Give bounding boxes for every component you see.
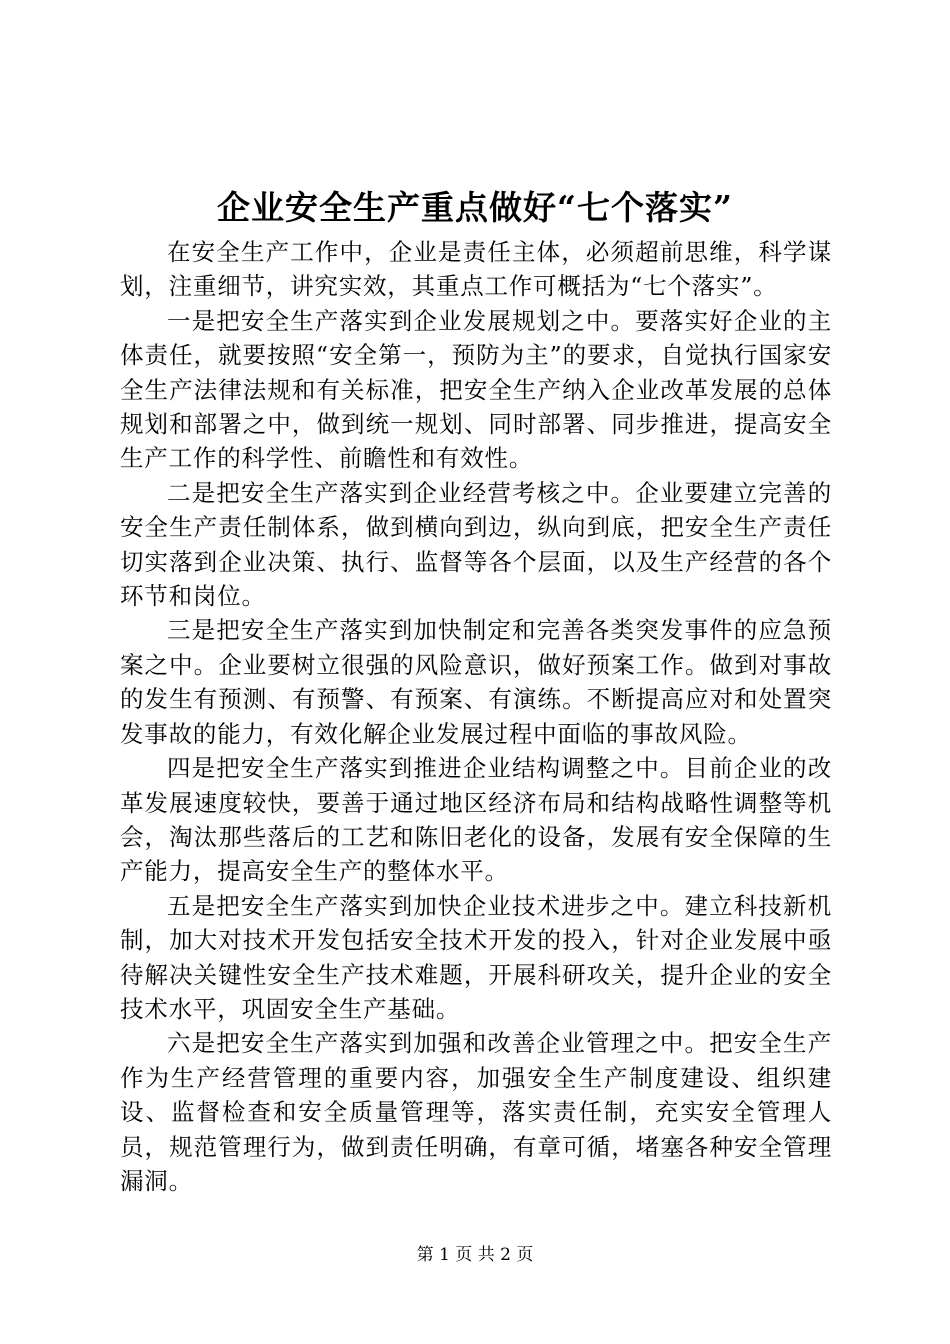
paragraph-item-5: 五是把安全生产落实到加快企业技术进步之中。建立科技新机制，加大对技术开发包括安全技术开发的投入，针对企业发展中亟待解决关键性安全生产技术难题，开展科研攻关，提升企业的安全技术水平，巩固安全生产基础。	[120, 891, 832, 1023]
paragraph-item-3: 三是把安全生产落实到加快制定和完善各类突发事件的应急预案之中。企业要树立很强的风险意识，做好预案工作。做到对事故的发生有预测、有预警、有预案、有演练。不断提高应对和处置突发事故的能力，有效化解企业发展过程中面临的事故风险。	[120, 616, 832, 748]
paragraph-item-6: 六是把安全生产落实到加强和改善企业管理之中。把安全生产作为生产经营管理的重要内容，加强安全生产制度建设、组织建设、监督检查和安全质量管理等，落实责任制，充实安全管理人员，规范管理行为，做到责任明确，有章可循，堵塞各种安全管理漏洞。	[120, 1029, 832, 1195]
paragraph-item-4: 四是把安全生产落实到推进企业结构调整之中。目前企业的改革发展速度较快，要善于通过地区经济布局和结构战略性调整等机会，淘汰那些落后的工艺和陈旧老化的设备，发展有安全保障的生产能力，提高安全生产的整体水平。	[120, 754, 832, 886]
document-body	[120, 235, 832, 1198]
paragraph-intro: 在安全生产工作中，企业是责任主体，必须超前思维，科学谋划，注重细节，讲究实效，其重点工作可概括为“七个落实”。	[120, 238, 832, 301]
paragraph-item-1: 一是把安全生产落实到企业发展规划之中。要落实好企业的主体责任，就要按照“安全第一，预防为主”的要求，自觉执行国家安全生产法律法规和有关标准，把安全生产纳入企业改革发展的总体规划和部署之中，做到统一规划、同时部署、同步推进，提高安全生产工作的科学性、前瞻性和有效性。	[120, 306, 832, 473]
paragraph-item-2: 二是把安全生产落实到企业经营考核之中。企业要建立完善的安全生产责任制体系，做到横向到边，纵向到底，把安全生产责任切实落到企业决策、执行、监督等各个层面，以及生产经营的各个环节和岗位。	[120, 478, 832, 611]
document-title: 企业安全生产重点做好“七个落实”	[217, 188, 733, 227]
page-footer: 第 1 页 共 2 页	[416, 1245, 534, 1265]
